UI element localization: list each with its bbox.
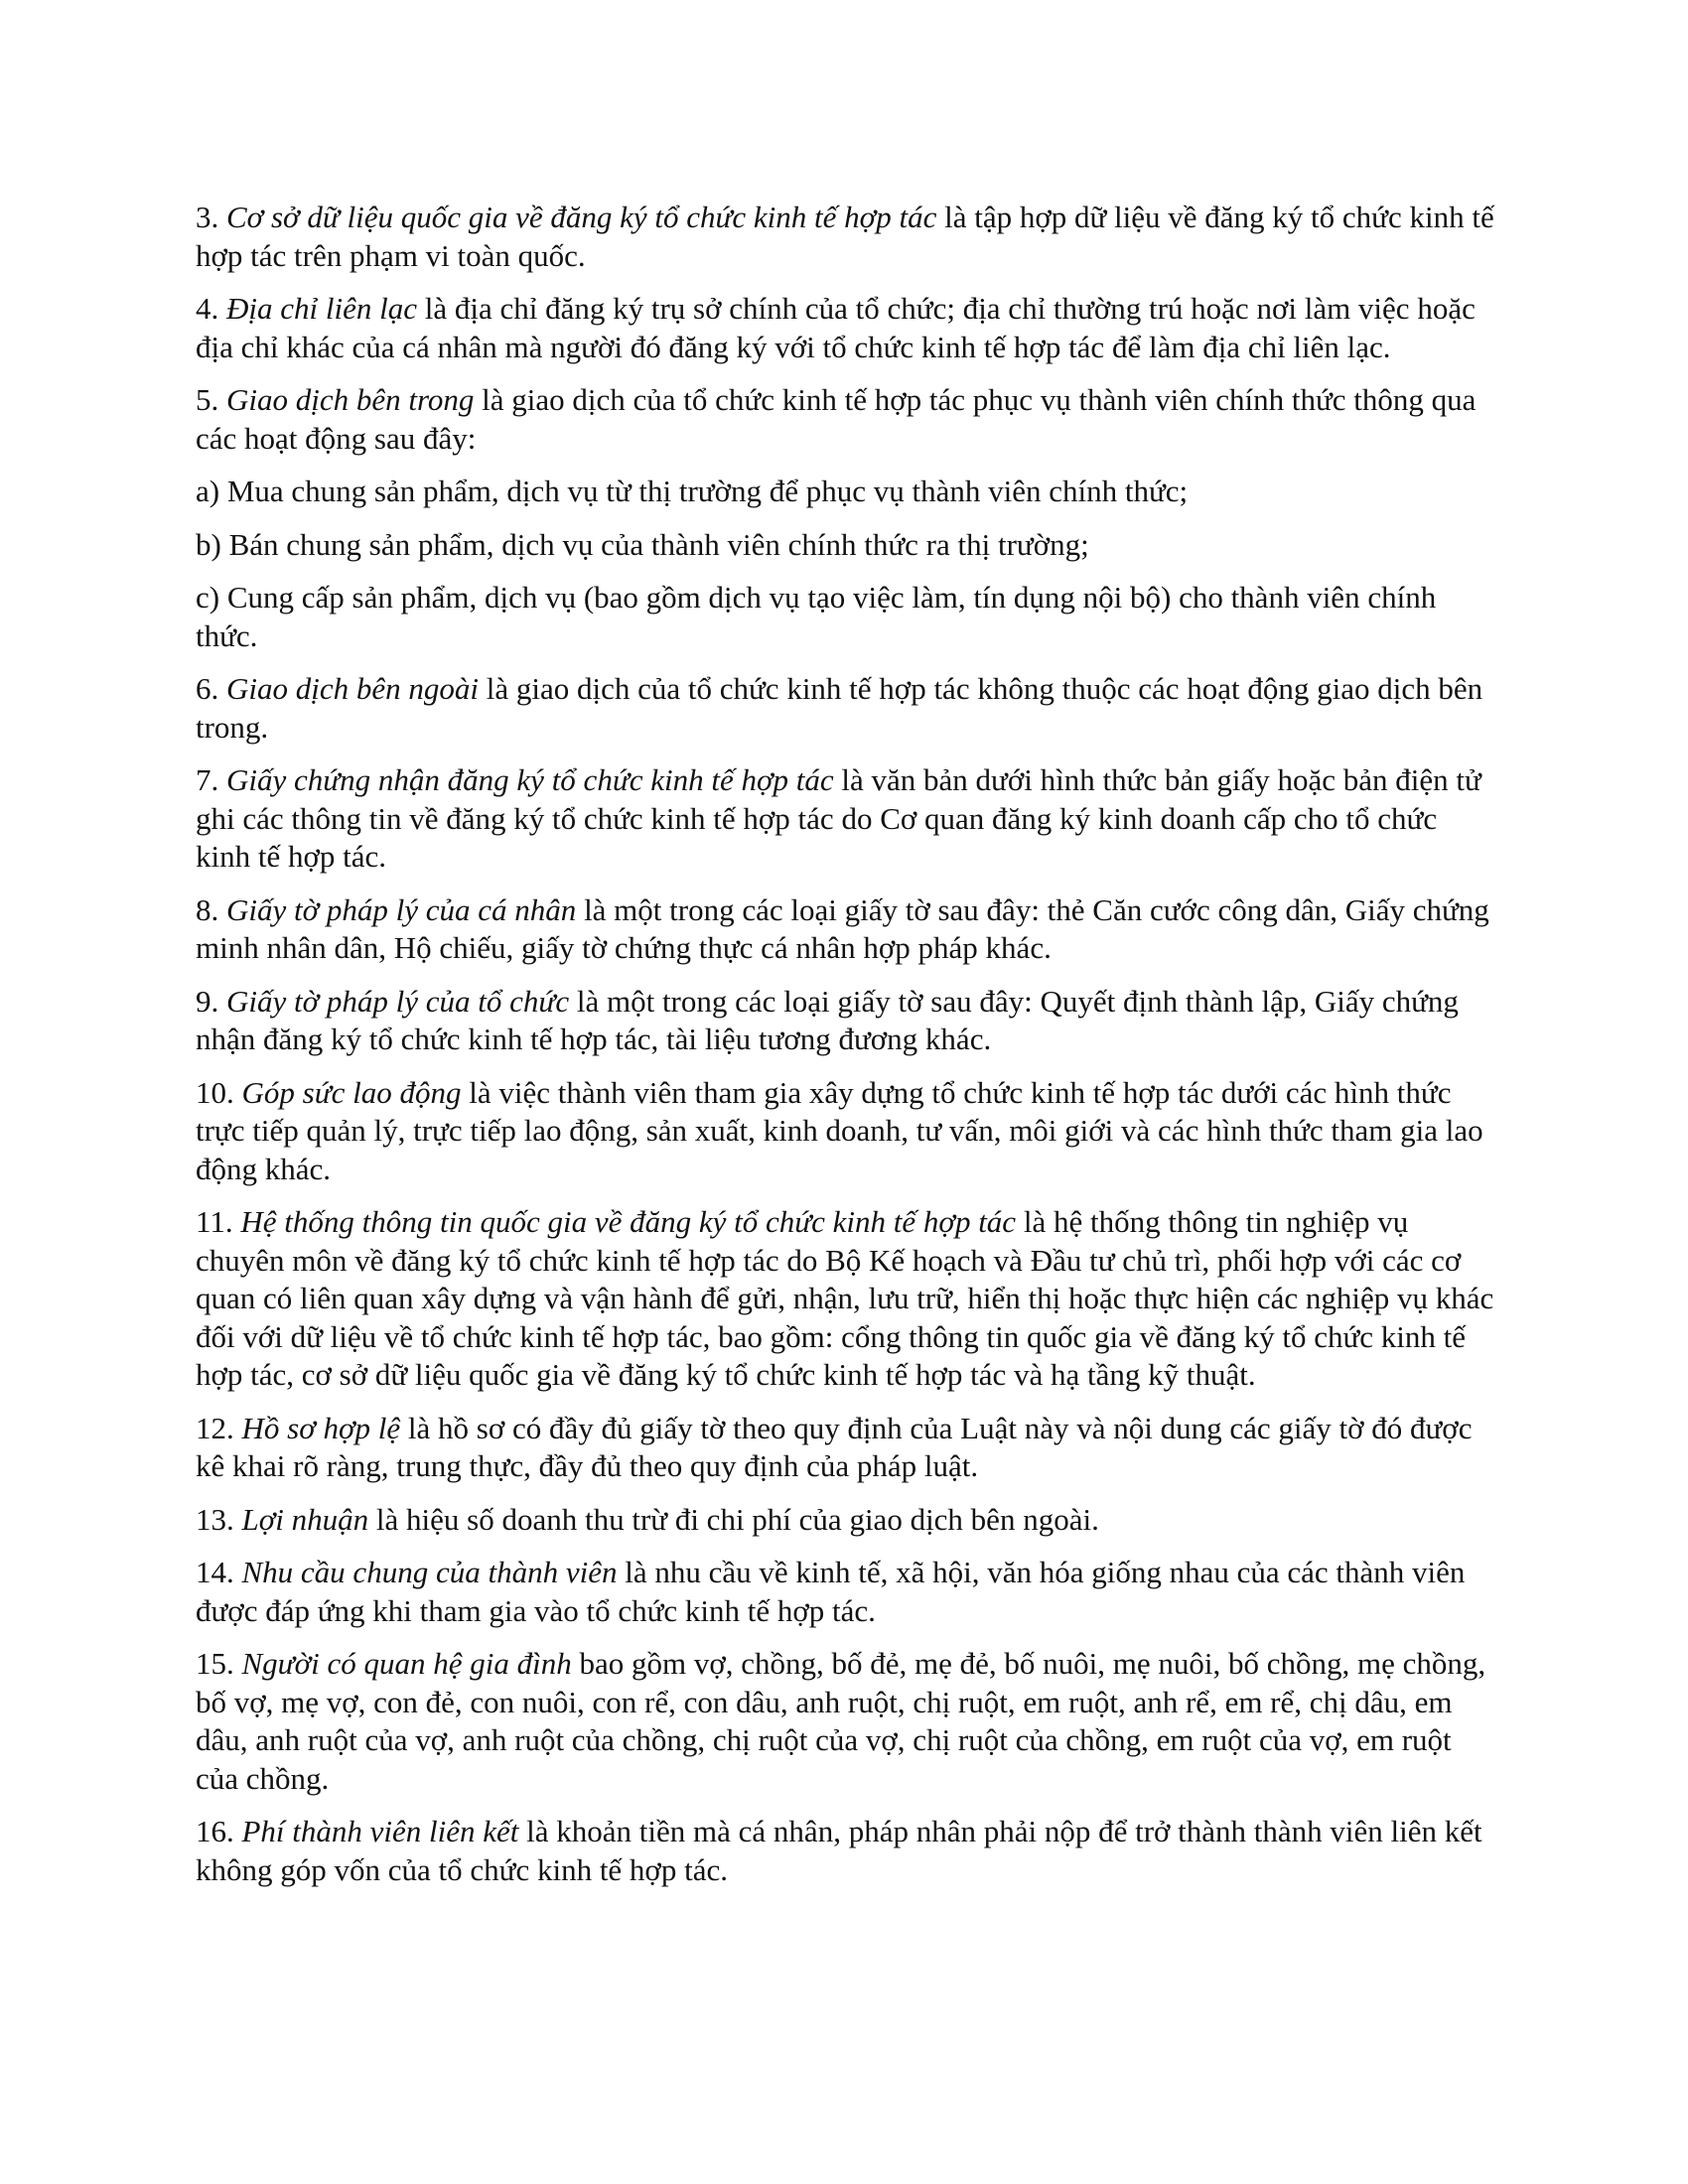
- definition-text: là giao dịch của tổ chức kinh tế hợp tác không thuộc các hoạt động giao dịch bên trong.: [196, 671, 1483, 745]
- definition-text: là khoản tiền mà cá nhân, pháp nhân phải nộp để trở thành thành viên liên kết không góp vốn của tổ chức kinh tế hợp tác.: [196, 1814, 1482, 1887]
- sub-item-b: [196, 526, 1496, 565]
- defined-term: Phí thành viên liên kết: [241, 1814, 519, 1848]
- definition-paragraph-3: [196, 199, 1496, 275]
- item-number: 15.: [196, 1646, 234, 1681]
- item-number: 9.: [196, 983, 219, 1019]
- sub-item-c: [196, 579, 1496, 655]
- defined-term: Hệ thống thông tin quốc gia về đăng ký tổ chức kinh tế hợp tác: [240, 1204, 1017, 1239]
- item-number: 11.: [196, 1204, 233, 1239]
- sub-item-a: [196, 473, 1496, 511]
- definition-paragraph-16: [196, 1813, 1496, 1889]
- defined-term: Cơ sở dữ liệu quốc gia về đăng ký tổ chức kinh tế hợp tác: [226, 200, 937, 234]
- defined-term: Giao dịch bên trong: [226, 382, 475, 417]
- item-number: 8.: [196, 891, 219, 927]
- item-number: 13.: [196, 1501, 234, 1537]
- definition-text: là hệ thống thông tin nghiệp vụ chuyên môn về đăng ký tổ chức kinh tế hợp tác do Bộ Kế hoạch và Đầu tư chủ trì, phối hợp với các cơ quan có liên quan xây dựng và vận hành để gửi, nhận, lưu trữ, hiển thị hoặc thực hiện các nghiệp vụ khác đối với dữ liệu về tổ chức kinh tế hợp tác, bao gồm: cổng thông tin quốc gia về đăng ký tổ chức kinh tế hợp tác, cơ sở dữ liệu quốc gia về đăng ký tổ chức kinh tế hợp tác và hạ tầng kỹ thuật.: [196, 1204, 1494, 1392]
- item-number: 10.: [196, 1074, 234, 1110]
- item-number: 12.: [196, 1410, 234, 1445]
- definition-text: là một trong các loại giấy tờ sau đây: Quyết định thành lập, Giấy chứng nhận đăng ký tổ chức kinh tế hợp tác, tài liệu tương đương khác.: [196, 983, 1459, 1056]
- definition-text: là một trong các loại giấy tờ sau đây: thẻ Căn cước công dân, Giấy chứng minh nhân dân, Hộ chiếu, giấy tờ chứng thực cá nhân hợp pháp khác.: [196, 891, 1489, 965]
- definition-paragraph-4: [196, 290, 1496, 366]
- item-number: 5.: [196, 382, 219, 417]
- item-number: 3.: [196, 200, 219, 234]
- sub-item-text: b) Bán chung sản phẩm, dịch vụ của thành viên chính thức ra thị trường;: [196, 526, 1089, 562]
- item-number: 14.: [196, 1555, 234, 1589]
- definition-paragraph-15: [196, 1645, 1496, 1798]
- definition-paragraph-7: [196, 761, 1496, 877]
- definition-text: là tập hợp dữ liệu về đăng ký tổ chức kinh tế hợp tác trên phạm vi toàn quốc.: [196, 200, 1494, 273]
- defined-term: Giấy chứng nhận đăng ký tổ chức kinh tế hợp tác: [226, 762, 834, 797]
- defined-term: Hồ sơ hợp lệ: [241, 1410, 401, 1445]
- definition-paragraph-13: [196, 1501, 1496, 1540]
- definition-text: là nhu cầu về kinh tế, xã hội, văn hóa giống nhau của các thành viên được đáp ứng khi tham gia vào tổ chức kinh tế hợp tác.: [196, 1555, 1466, 1628]
- definition-paragraph-8: [196, 891, 1496, 968]
- item-number: 16.: [196, 1814, 234, 1848]
- definition-text: là văn bản dưới hình thức bản giấy hoặc bản điện tử ghi các thông tin về đăng ký tổ chức kinh tế hợp tác do Cơ quan đăng ký kinh doanh cấp cho tổ chức kinh tế hợp tác.: [196, 762, 1481, 874]
- definition-paragraph-12: [196, 1410, 1496, 1486]
- defined-term: Lợi nhuận: [241, 1501, 369, 1537]
- definition-paragraph-6: [196, 670, 1496, 747]
- sub-item-text: a) Mua chung sản phẩm, dịch vụ từ thị trường để phục vụ thành viên chính thức;: [196, 474, 1189, 508]
- defined-term: Giấy tờ pháp lý của tổ chức: [226, 983, 570, 1019]
- definition-paragraph-10: [196, 1074, 1496, 1189]
- definition-paragraph-9: [196, 983, 1496, 1059]
- definition-text: là hồ sơ có đầy đủ giấy tờ theo quy định của Luật này và nội dung các giấy tờ đó được kê khai rõ ràng, trung thực, đầy đủ theo quy định của pháp luật.: [196, 1410, 1473, 1483]
- defined-term: Nhu cầu chung của thành viên: [241, 1555, 618, 1589]
- definition-text: là giao dịch của tổ chức kinh tế hợp tác phục vụ thành viên chính thức thông qua các hoạt động sau đây:: [196, 382, 1477, 456]
- definition-text: là việc thành viên tham gia xây dựng tổ chức kinh tế hợp tác dưới các hình thức trực tiếp quản lý, trực tiếp lao động, sản xuất, kinh doanh, tư vấn, môi giới và các hình thức tham gia lao động khác.: [196, 1074, 1483, 1186]
- definition-text: là hiệu số doanh thu trừ đi chi phí của giao dịch bên ngoài.: [375, 1501, 1099, 1537]
- item-number: 6.: [196, 671, 219, 706]
- document-body: [196, 199, 1496, 1904]
- definition-paragraph-11: [196, 1203, 1496, 1395]
- definition-text: bao gồm vợ, chồng, bố đẻ, mẹ đẻ, bố nuôi, mẹ nuôi, bố chồng, mẹ chồng, bố vợ, mẹ vợ, con đẻ, con nuôi, con rể, con dâu, anh ruột, chị ruột, em ruột, anh rể, em rể, chị dâu, em dâu, anh ruột của vợ, anh ruột của chồng, chị ruột của vợ, chị ruột của chồng, em ruột của vợ, em ruột của chồng.: [196, 1646, 1486, 1796]
- sub-item-text: c) Cung cấp sản phẩm, dịch vụ (bao gồm dịch vụ tạo việc làm, tín dụng nội bộ) cho thành viên chính thức.: [196, 580, 1437, 653]
- defined-term: Địa chỉ liên lạc: [226, 291, 417, 326]
- definition-paragraph-5: [196, 381, 1496, 458]
- item-number: 7.: [196, 762, 219, 797]
- defined-term: Giao dịch bên ngoài: [226, 671, 479, 706]
- item-number: 4.: [196, 291, 219, 326]
- defined-term: Góp sức lao động: [241, 1074, 462, 1110]
- defined-term: Người có quan hệ gia đình: [241, 1646, 572, 1681]
- definition-text: là địa chỉ đăng ký trụ sở chính của tổ chức; địa chỉ thường trú hoặc nơi làm việc hoặc địa chỉ khác của cá nhân mà người đó đăng ký với tổ chức kinh tế hợp tác để làm địa chỉ liên lạc.: [196, 291, 1476, 364]
- defined-term: Giấy tờ pháp lý của cá nhân: [226, 891, 577, 927]
- definition-paragraph-14: [196, 1554, 1496, 1630]
